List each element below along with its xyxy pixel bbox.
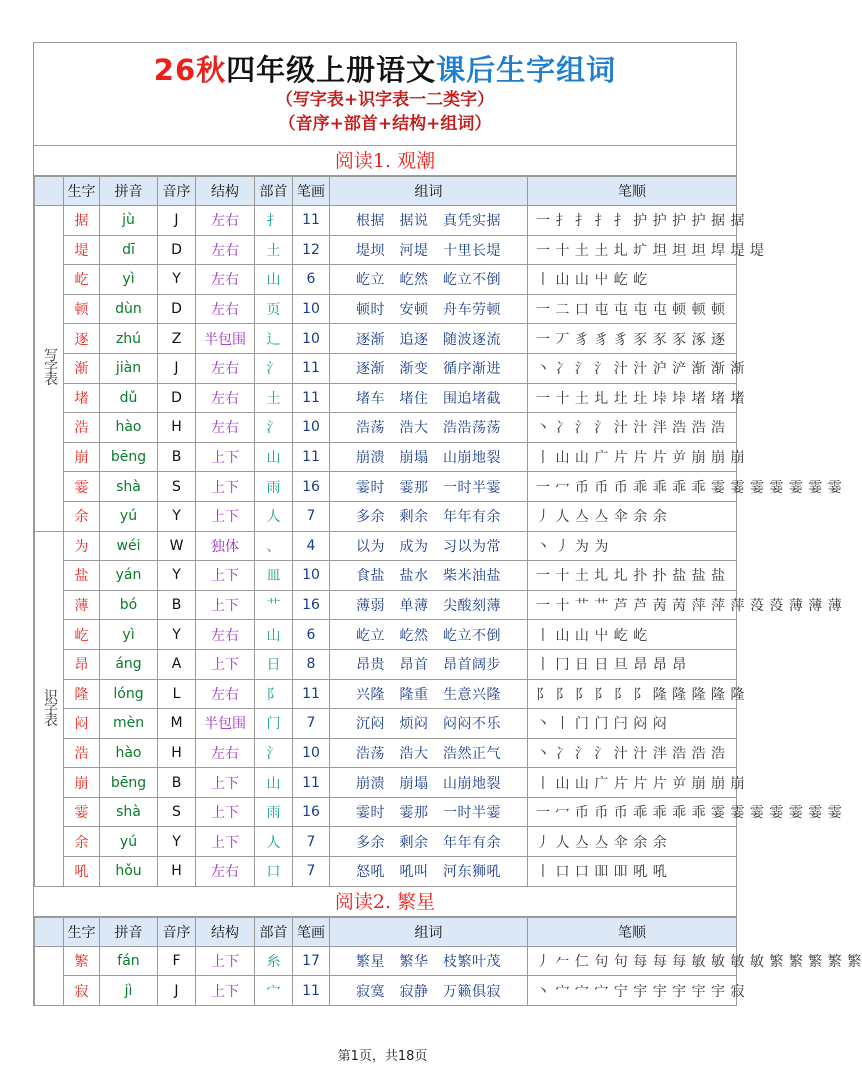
subtitle-2: （音序+部首+结构+组词）	[278, 114, 492, 134]
structure-cell: 左右	[196, 383, 255, 413]
table-row	[35, 265, 737, 295]
stroke-order-cell: 丨 口 口 吅 吅 吼 吼	[528, 857, 737, 887]
sections-container	[34, 146, 862, 1006]
pinyin-cell: jù	[100, 206, 158, 236]
word-group-cell: 逐渐 渐变 循序渐进	[330, 353, 528, 383]
word-group-cell: 食盐 盐水 柴米油盐	[330, 561, 528, 591]
table-row	[35, 561, 737, 591]
structure-cell: 上下	[196, 590, 255, 620]
pinyin-cell: yì	[100, 265, 158, 295]
character-cell: 顿	[64, 294, 100, 324]
column-header: 笔画	[293, 917, 330, 946]
structure-cell: 上下	[196, 649, 255, 679]
stroke-order-cell: 丶 冫 氵 氵 汁 汁 泮 浩 浩 浩	[528, 738, 737, 768]
pinyin-cell: shà	[100, 797, 158, 827]
stroke-count-cell: 11	[293, 768, 330, 798]
table-row	[35, 857, 737, 887]
radical-cell: 人	[255, 827, 293, 857]
character-cell: 吼	[64, 857, 100, 887]
group-label: 识字表	[44, 688, 58, 729]
table-row	[35, 738, 737, 768]
pinyin-cell: zhú	[100, 324, 158, 354]
group-label-cell	[35, 946, 64, 1005]
stroke-count-cell: 11	[293, 976, 330, 1006]
radical-cell: 页	[255, 294, 293, 324]
stroke-count-cell: 11	[293, 679, 330, 709]
column-header: 部首	[255, 177, 293, 206]
stroke-order-cell: 丶 丨 门 门 闩 闷 闷	[528, 709, 737, 739]
phonetic-order-cell: S	[158, 472, 196, 502]
phonetic-order-cell: A	[158, 649, 196, 679]
phonetic-order-cell: M	[158, 709, 196, 739]
column-header: 音序	[158, 177, 196, 206]
group-label: 写字表	[44, 348, 58, 389]
title-part-year: 26秋	[153, 53, 227, 87]
table-row	[35, 294, 737, 324]
radical-cell: 山	[255, 442, 293, 472]
pinyin-cell: wéi	[100, 531, 158, 561]
phonetic-order-cell: Y	[158, 561, 196, 591]
pinyin-cell: hǒu	[100, 857, 158, 887]
stroke-order-cell: 一 丆 豸 豸 豸 豕 豕 豕 涿 逐	[528, 324, 737, 354]
character-cell: 霎	[64, 472, 100, 502]
word-group-cell: 沉闷 烦闷 闷闷不乐	[330, 709, 528, 739]
word-group-cell: 多余 剩余 年年有余	[330, 827, 528, 857]
structure-cell: 半包围	[196, 324, 255, 354]
worksheet	[33, 42, 862, 1006]
stroke-count-cell: 10	[293, 413, 330, 443]
word-group-cell: 逐渐 追逐 随波逐流	[330, 324, 528, 354]
stroke-count-cell: 10	[293, 561, 330, 591]
phonetic-order-cell: Y	[158, 827, 196, 857]
character-cell: 堵	[64, 383, 100, 413]
radical-cell: 土	[255, 383, 293, 413]
stroke-order-cell: 丿 人 亼 亼 伞 余 余	[528, 501, 737, 531]
stroke-order-cell: 丿 人 亼 亼 伞 余 余	[528, 827, 737, 857]
column-header: 笔顺	[528, 177, 737, 206]
word-group-cell: 浩荡 浩大 浩然正气	[330, 738, 528, 768]
stroke-order-cell: 丶 丿 为 为	[528, 531, 737, 561]
word-group-cell: 寂寞 寂静 万籁俱寂	[330, 976, 528, 1006]
character-cell: 余	[64, 501, 100, 531]
character-cell: 寂	[64, 976, 100, 1006]
table-row	[35, 531, 737, 561]
header-block	[34, 42, 736, 146]
structure-cell: 上下	[196, 768, 255, 798]
word-group-cell: 霎时 霎那 一时半霎	[330, 472, 528, 502]
stroke-count-cell: 7	[293, 827, 330, 857]
table-row	[35, 590, 737, 620]
char-table	[34, 176, 843, 887]
word-group-cell: 薄弱 单薄 尖酸刻薄	[330, 590, 528, 620]
phonetic-order-cell: D	[158, 235, 196, 265]
phonetic-order-cell: B	[158, 590, 196, 620]
column-header: 音序	[158, 917, 196, 946]
character-cell: 薄	[64, 590, 100, 620]
character-cell: 崩	[64, 442, 100, 472]
structure-cell: 半包围	[196, 709, 255, 739]
table-row	[35, 768, 737, 798]
pinyin-cell: yì	[100, 620, 158, 650]
group-label-cell	[35, 206, 64, 532]
phonetic-order-cell: H	[158, 738, 196, 768]
phonetic-order-cell: J	[158, 353, 196, 383]
column-header: 生字	[64, 177, 100, 206]
structure-cell: 上下	[196, 946, 255, 976]
pinyin-cell: hào	[100, 738, 158, 768]
character-cell: 盐	[64, 561, 100, 591]
phonetic-order-cell: D	[158, 383, 196, 413]
table-row	[35, 235, 737, 265]
phonetic-order-cell: S	[158, 797, 196, 827]
stroke-count-cell: 16	[293, 797, 330, 827]
stroke-count-cell: 11	[293, 442, 330, 472]
pinyin-cell: bēng	[100, 768, 158, 798]
column-header: 组词	[330, 177, 528, 206]
radical-cell: 门	[255, 709, 293, 739]
pinyin-cell: shà	[100, 472, 158, 502]
stroke-count-cell: 6	[293, 620, 330, 650]
structure-cell: 左右	[196, 353, 255, 383]
structure-cell: 独体	[196, 531, 255, 561]
stroke-count-cell: 7	[293, 857, 330, 887]
column-header-blank	[35, 177, 64, 206]
character-cell: 昂	[64, 649, 100, 679]
pinyin-cell: jì	[100, 976, 158, 1006]
table-row	[35, 442, 737, 472]
table-row	[35, 797, 737, 827]
pinyin-cell: fán	[100, 946, 158, 976]
pinyin-cell: yú	[100, 501, 158, 531]
subtitle-1: （写字表+识字表一二类字）	[275, 90, 495, 110]
stroke-order-cell: 丶 冫 氵 氵 汁 汁 沪 浐 渐 渐 渐	[528, 353, 737, 383]
stroke-order-cell: 一 十 土 土 圠 圹 坦 坦 坦 垾 堤 堤	[528, 235, 737, 265]
stroke-count-cell: 4	[293, 531, 330, 561]
stroke-order-cell: 阝 阝 阝 阝 阝 阝 隆 隆 隆 隆 隆	[528, 679, 737, 709]
character-cell: 逐	[64, 324, 100, 354]
table-row	[35, 649, 737, 679]
column-header: 结构	[196, 917, 255, 946]
character-cell: 据	[64, 206, 100, 236]
structure-cell: 左右	[196, 206, 255, 236]
word-group-cell: 屹立 屹然 屹立不倒	[330, 265, 528, 295]
column-header-row	[35, 177, 737, 206]
column-header: 拼音	[100, 917, 158, 946]
column-header: 拼音	[100, 177, 158, 206]
stroke-count-cell: 16	[293, 472, 330, 502]
structure-cell: 左右	[196, 620, 255, 650]
stroke-order-cell: 一 二 口 屯 屯 屯 屯 顿 顿 顿	[528, 294, 737, 324]
character-cell: 屹	[64, 265, 100, 295]
column-header: 生字	[64, 917, 100, 946]
stroke-count-cell: 6	[293, 265, 330, 295]
column-header-blank	[35, 917, 64, 946]
character-cell: 浩	[64, 413, 100, 443]
pinyin-cell: bēng	[100, 442, 158, 472]
stroke-count-cell: 8	[293, 649, 330, 679]
radical-cell: 、	[255, 531, 293, 561]
stroke-order-cell: 丨 冂 日 日 旦 昂 昂 昂	[528, 649, 737, 679]
word-group-cell: 顿时 安顿 舟车劳顿	[330, 294, 528, 324]
radical-cell: 扌	[255, 206, 293, 236]
structure-cell: 左右	[196, 679, 255, 709]
phonetic-order-cell: J	[158, 206, 196, 236]
character-cell: 屹	[64, 620, 100, 650]
pinyin-cell: dùn	[100, 294, 158, 324]
pinyin-cell: dǔ	[100, 383, 158, 413]
structure-cell: 左右	[196, 413, 255, 443]
word-group-cell: 堵车 堵住 围追堵截	[330, 383, 528, 413]
radical-cell: 山	[255, 265, 293, 295]
column-header-row	[35, 917, 737, 946]
character-cell: 隆	[64, 679, 100, 709]
column-header: 部首	[255, 917, 293, 946]
stroke-count-cell: 11	[293, 353, 330, 383]
table-row	[35, 324, 737, 354]
word-group-cell: 怒吼 吼叫 河东狮吼	[330, 857, 528, 887]
title-part-grade: 四年级上册语文	[226, 53, 437, 87]
stroke-count-cell: 11	[293, 206, 330, 236]
structure-cell: 上下	[196, 501, 255, 531]
radical-cell: 阝	[255, 679, 293, 709]
radical-cell: 山	[255, 620, 293, 650]
stroke-count-cell: 16	[293, 590, 330, 620]
column-header: 组词	[330, 917, 528, 946]
phonetic-order-cell: B	[158, 442, 196, 472]
structure-cell: 上下	[196, 442, 255, 472]
structure-cell: 上下	[196, 976, 255, 1006]
stroke-order-cell: 丨 山 山 广 片 片 片 屰 崩 崩 崩	[528, 442, 737, 472]
stroke-count-cell: 10	[293, 294, 330, 324]
structure-cell: 左右	[196, 294, 255, 324]
pinyin-cell: dī	[100, 235, 158, 265]
character-cell: 崩	[64, 768, 100, 798]
stroke-count-cell: 7	[293, 709, 330, 739]
stroke-order-cell: 丨 山 山 广 片 片 片 屰 崩 崩 崩	[528, 768, 737, 798]
structure-cell: 上下	[196, 827, 255, 857]
radical-cell: 宀	[255, 976, 293, 1006]
pinyin-cell: yán	[100, 561, 158, 591]
page-title	[34, 43, 736, 88]
character-cell: 繁	[64, 946, 100, 976]
stroke-order-cell: 丨 山 山 屮 屹 屹	[528, 620, 737, 650]
stroke-order-cell: 一 冖 币 币 币 乖 乖 乖 乖 霎 霎 霎 霎 霎 霎 霎	[528, 797, 737, 827]
table-row	[35, 620, 737, 650]
phonetic-order-cell: Y	[158, 620, 196, 650]
radical-cell: 氵	[255, 353, 293, 383]
stroke-order-cell: 丨 山 山 屮 屹 屹	[528, 265, 737, 295]
table-row	[35, 976, 737, 1006]
character-cell: 为	[64, 531, 100, 561]
structure-cell: 上下	[196, 472, 255, 502]
table-row	[35, 413, 737, 443]
character-cell: 闷	[64, 709, 100, 739]
section-title: 阅读2. 繁星	[34, 887, 736, 917]
radical-cell: 山	[255, 768, 293, 798]
character-cell: 余	[64, 827, 100, 857]
radical-cell: 辶	[255, 324, 293, 354]
word-group-cell: 浩荡 浩大 浩浩荡荡	[330, 413, 528, 443]
table-row	[35, 206, 737, 236]
stroke-count-cell: 7	[293, 501, 330, 531]
stroke-order-cell: 一 十 艹 艹 芦 芦 苪 苪 萍 萍 萍 莈 莈 薄 薄 薄	[528, 590, 737, 620]
word-group-cell: 兴隆 隆重 生意兴隆	[330, 679, 528, 709]
pinyin-cell: áng	[100, 649, 158, 679]
word-group-cell: 霎时 霎那 一时半霎	[330, 797, 528, 827]
stroke-order-cell: 一 冖 币 币 币 乖 乖 乖 乖 霎 霎 霎 霎 霎 霎 霎	[528, 472, 737, 502]
word-group-cell: 多余 剩余 年年有余	[330, 501, 528, 531]
radical-cell: 人	[255, 501, 293, 531]
word-group-cell: 堤坝 河堤 十里长堤	[330, 235, 528, 265]
phonetic-order-cell: J	[158, 976, 196, 1006]
stroke-order-cell: 一 扌 扌 扌 扌 护 护 护 护 据 据	[528, 206, 737, 236]
word-group-cell: 崩溃 崩塌 山崩地裂	[330, 768, 528, 798]
pinyin-cell: mèn	[100, 709, 158, 739]
table-row	[35, 827, 737, 857]
pinyin-cell: hào	[100, 413, 158, 443]
radical-cell: 艹	[255, 590, 293, 620]
stroke-order-cell: 丶 宀 宀 宀 宁 宇 宇 宇 宇 宇 寂	[528, 976, 737, 1006]
table-row	[35, 946, 737, 976]
word-group-cell: 崩溃 崩塌 山崩地裂	[330, 442, 528, 472]
char-table	[34, 917, 862, 1006]
table-row	[35, 501, 737, 531]
stroke-count-cell: 17	[293, 946, 330, 976]
column-header: 结构	[196, 177, 255, 206]
character-cell: 渐	[64, 353, 100, 383]
stroke-count-cell: 10	[293, 738, 330, 768]
radical-cell: 氵	[255, 413, 293, 443]
word-group-cell: 昂贵 昂首 昂首阔步	[330, 649, 528, 679]
phonetic-order-cell: H	[158, 413, 196, 443]
stroke-order-cell: 一 十 土 圠 圵 圵 垰 垰 堵 堵 堵	[528, 383, 737, 413]
radical-cell: 皿	[255, 561, 293, 591]
section-title: 阅读1. 观潮	[34, 146, 736, 176]
stroke-order-cell: 一 十 土 圠 圠 扑 扑 盐 盐 盐	[528, 561, 737, 591]
radical-cell: 日	[255, 649, 293, 679]
structure-cell: 左右	[196, 235, 255, 265]
pinyin-cell: yú	[100, 827, 158, 857]
structure-cell: 左右	[196, 265, 255, 295]
structure-cell: 上下	[196, 561, 255, 591]
radical-cell: 雨	[255, 797, 293, 827]
table-row	[35, 472, 737, 502]
group-label-cell	[35, 531, 64, 886]
stroke-count-cell: 12	[293, 235, 330, 265]
phonetic-order-cell: B	[158, 768, 196, 798]
title-part-topic: 课后生字组词	[436, 53, 617, 87]
stroke-count-cell: 11	[293, 383, 330, 413]
page-footer: 第1页，共18页	[337, 1049, 428, 1064]
character-cell: 堤	[64, 235, 100, 265]
radical-cell: 糸	[255, 946, 293, 976]
pinyin-cell: bó	[100, 590, 158, 620]
word-group-cell: 屹立 屹然 屹立不倒	[330, 620, 528, 650]
word-group-cell: 根据 据说 真凭实据	[330, 206, 528, 236]
phonetic-order-cell: F	[158, 946, 196, 976]
structure-cell: 左右	[196, 857, 255, 887]
word-group-cell: 繁星 繁华 枝繁叶茂	[330, 946, 528, 976]
character-cell: 霎	[64, 797, 100, 827]
word-group-cell: 以为 成为 习以为常	[330, 531, 528, 561]
phonetic-order-cell: D	[158, 294, 196, 324]
stroke-order-cell: 丶 冫 氵 氵 汁 汁 泮 浩 浩 浩	[528, 413, 737, 443]
column-header: 笔画	[293, 177, 330, 206]
phonetic-order-cell: W	[158, 531, 196, 561]
column-header: 笔顺	[528, 917, 737, 946]
structure-cell: 上下	[196, 797, 255, 827]
structure-cell: 左右	[196, 738, 255, 768]
table-row	[35, 353, 737, 383]
stroke-count-cell: 10	[293, 324, 330, 354]
radical-cell: 土	[255, 235, 293, 265]
table-row	[35, 709, 737, 739]
phonetic-order-cell: Y	[158, 265, 196, 295]
radical-cell: 氵	[255, 738, 293, 768]
character-cell: 浩	[64, 738, 100, 768]
table-row	[35, 383, 737, 413]
table-row	[35, 679, 737, 709]
stroke-order-cell: 丿 𠂉 仁 句 句 每 每 每 敏 敏 敏 敏 繁 繁 繁 繁 繁	[528, 946, 737, 976]
pinyin-cell: jiàn	[100, 353, 158, 383]
phonetic-order-cell: Y	[158, 501, 196, 531]
phonetic-order-cell: L	[158, 679, 196, 709]
phonetic-order-cell: Z	[158, 324, 196, 354]
radical-cell: 雨	[255, 472, 293, 502]
phonetic-order-cell: H	[158, 857, 196, 887]
pinyin-cell: lóng	[100, 679, 158, 709]
radical-cell: 口	[255, 857, 293, 887]
